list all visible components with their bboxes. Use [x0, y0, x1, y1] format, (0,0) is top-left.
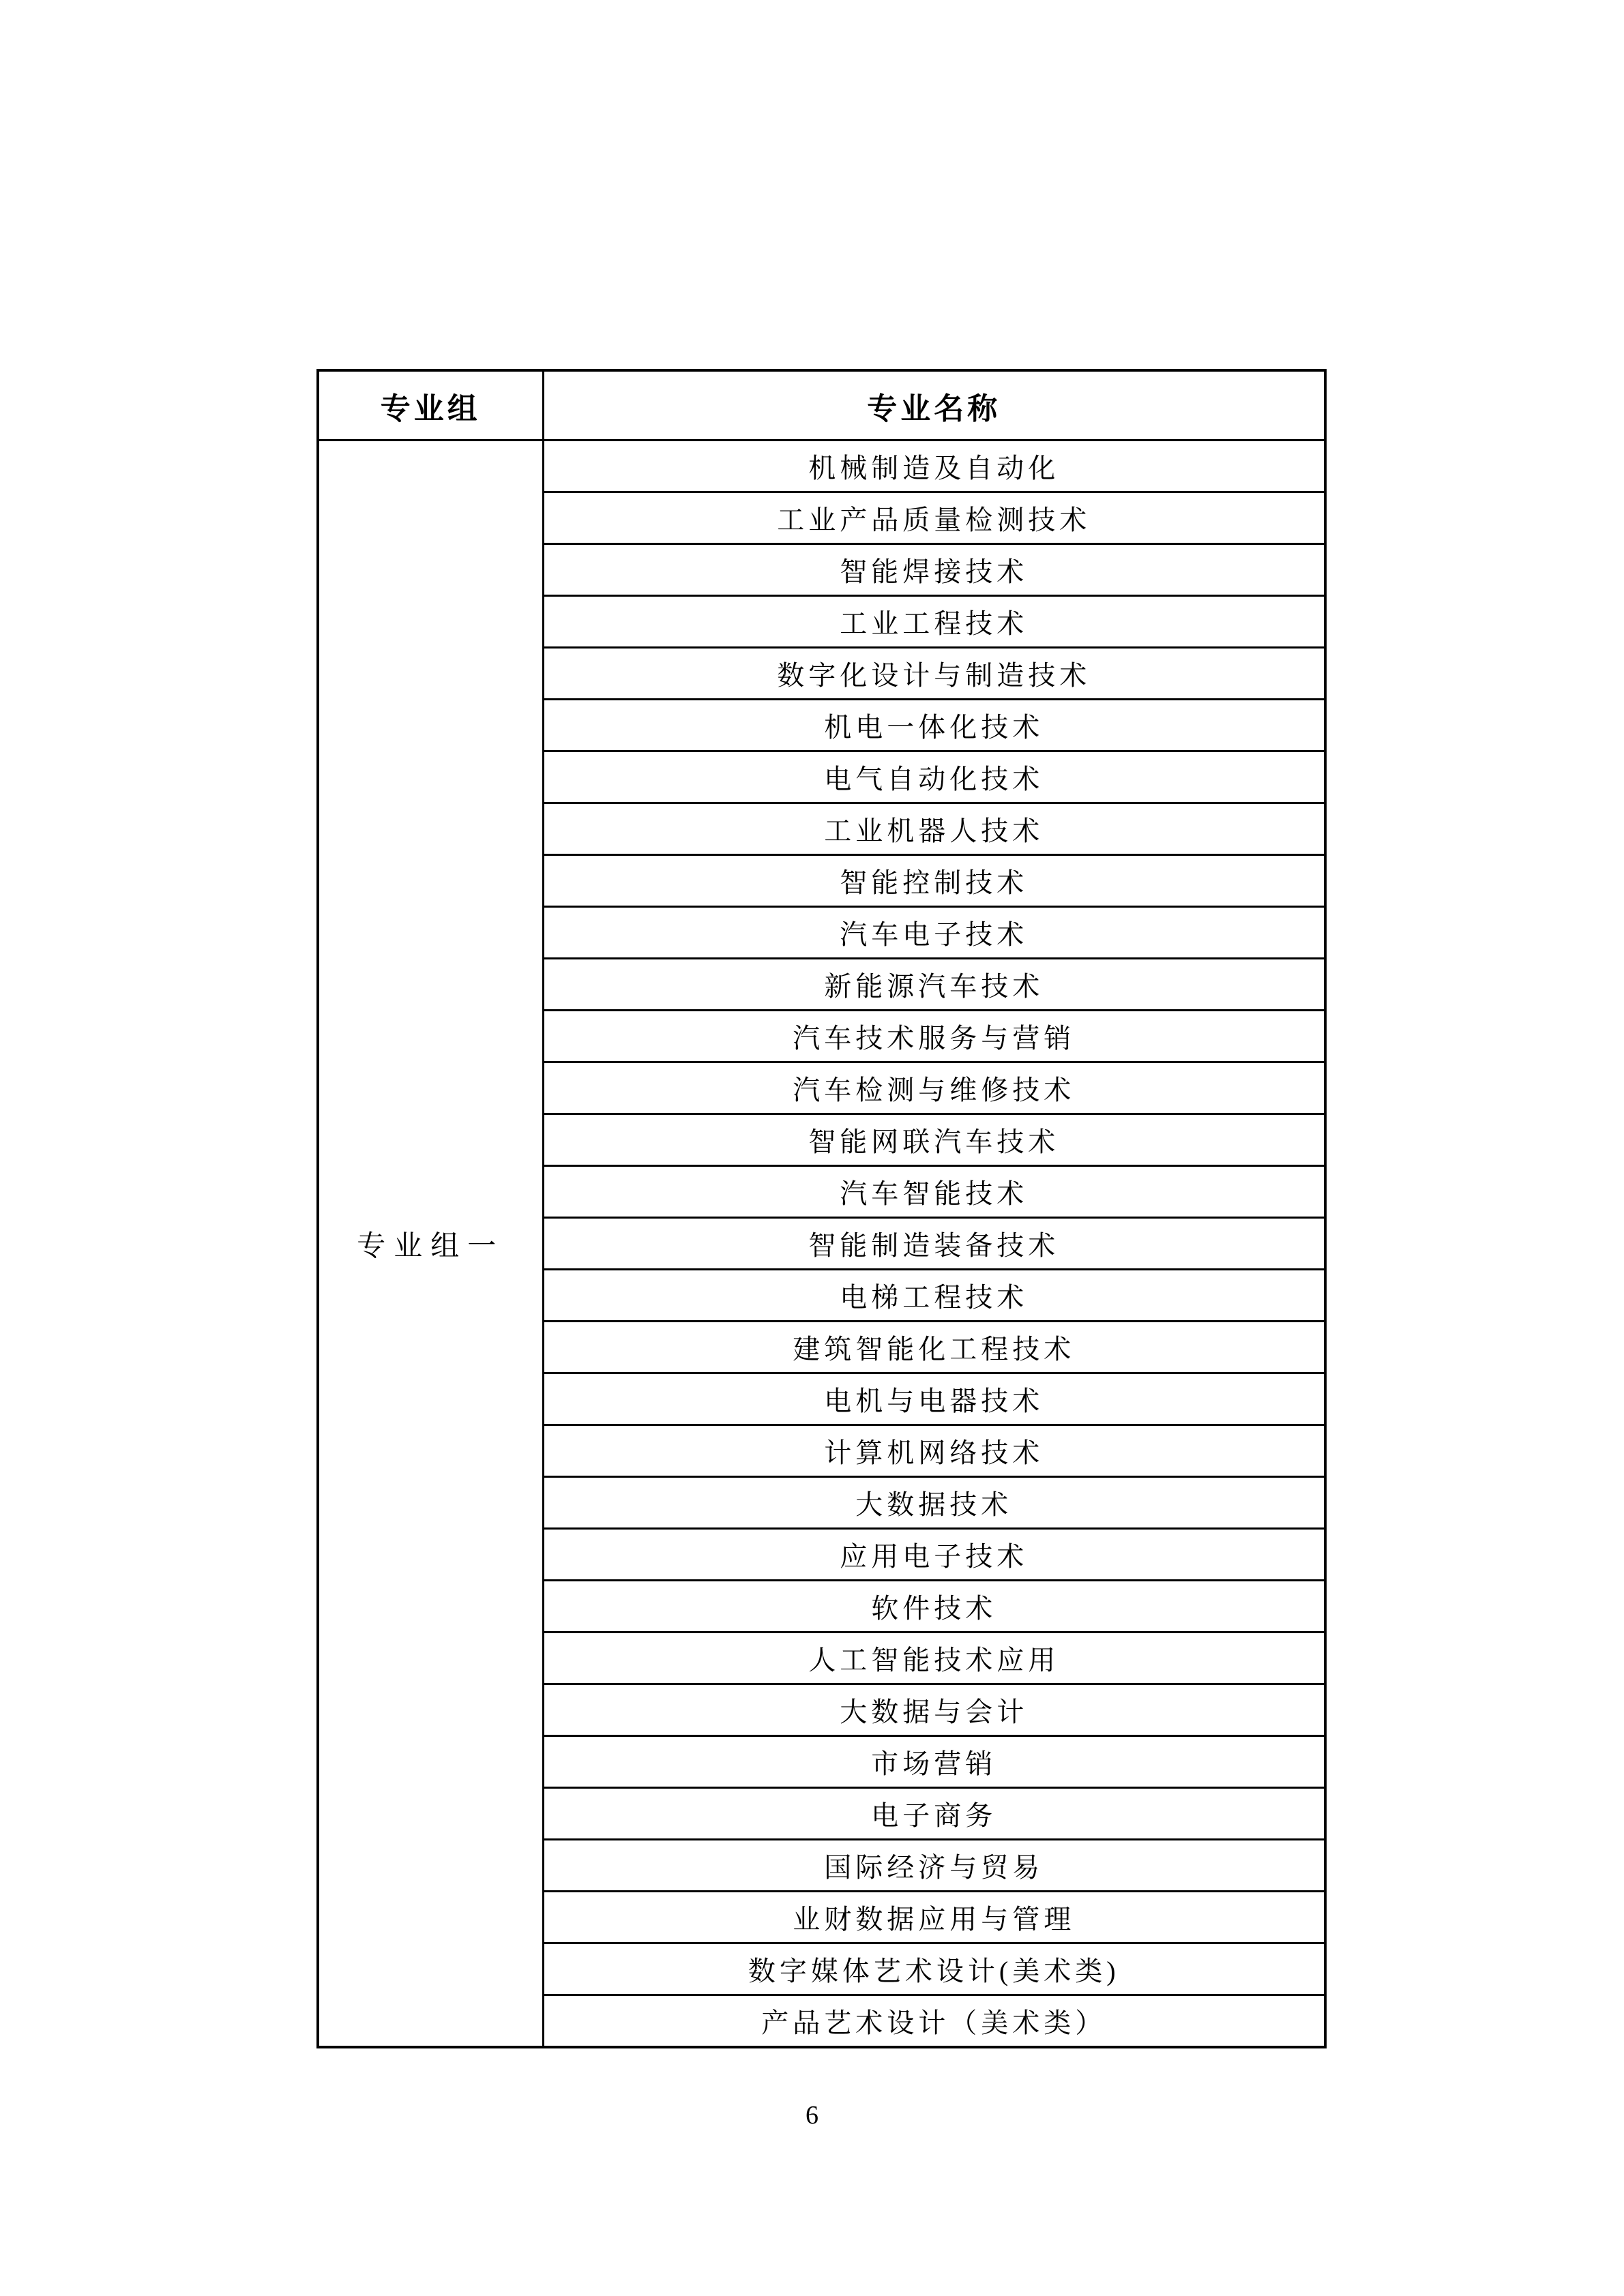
major-cell: 机械制造及自动化	[543, 441, 1325, 492]
major-cell: 大数据与会计	[543, 1684, 1325, 1736]
major-cell: 电梯工程技术	[543, 1270, 1325, 1322]
major-cell: 智能制造装备技术	[543, 1218, 1325, 1270]
major-cell: 工业产品质量检测技术	[543, 492, 1325, 544]
major-cell: 数字媒体艺术设计(美术类)	[543, 1943, 1325, 1995]
major-cell: 业财数据应用与管理	[543, 1892, 1325, 1943]
major-cell: 国际经济与贸易	[543, 1840, 1325, 1892]
major-cell: 软件技术	[543, 1581, 1325, 1632]
major-cell: 智能焊接技术	[543, 544, 1325, 596]
group-label-cell: 专业组一	[318, 441, 543, 2048]
page-number: 6	[806, 2101, 818, 2130]
major-cell: 工业工程技术	[543, 596, 1325, 648]
major-cell: 智能网联汽车技术	[543, 1114, 1325, 1166]
major-cell: 汽车技术服务与营销	[543, 1011, 1325, 1062]
major-cell: 电子商务	[543, 1788, 1325, 1840]
major-cell: 汽车电子技术	[543, 907, 1325, 959]
major-cell: 产品艺术设计（美术类）	[543, 1995, 1325, 2048]
header-major: 专业名称	[543, 370, 1325, 441]
table-header-row	[318, 370, 1325, 441]
majors-table	[316, 369, 1327, 2048]
major-cell: 应用电子技术	[543, 1529, 1325, 1581]
major-cell: 智能控制技术	[543, 855, 1325, 907]
major-cell: 计算机网络技术	[543, 1425, 1325, 1477]
major-cell: 汽车智能技术	[543, 1166, 1325, 1218]
header-group: 专业组	[318, 370, 543, 441]
table-row	[318, 441, 1325, 492]
major-cell: 数字化设计与制造技术	[543, 648, 1325, 700]
major-cell: 电机与电器技术	[543, 1373, 1325, 1425]
major-cell: 建筑智能化工程技术	[543, 1322, 1325, 1373]
major-cell: 电气自动化技术	[543, 751, 1325, 803]
major-cell: 工业机器人技术	[543, 803, 1325, 855]
major-cell: 大数据技术	[543, 1477, 1325, 1529]
major-cell: 机电一体化技术	[543, 700, 1325, 751]
major-cell: 市场营销	[543, 1736, 1325, 1788]
major-cell: 汽车检测与维修技术	[543, 1062, 1325, 1114]
major-cell: 人工智能技术应用	[543, 1632, 1325, 1684]
major-cell: 新能源汽车技术	[543, 959, 1325, 1011]
